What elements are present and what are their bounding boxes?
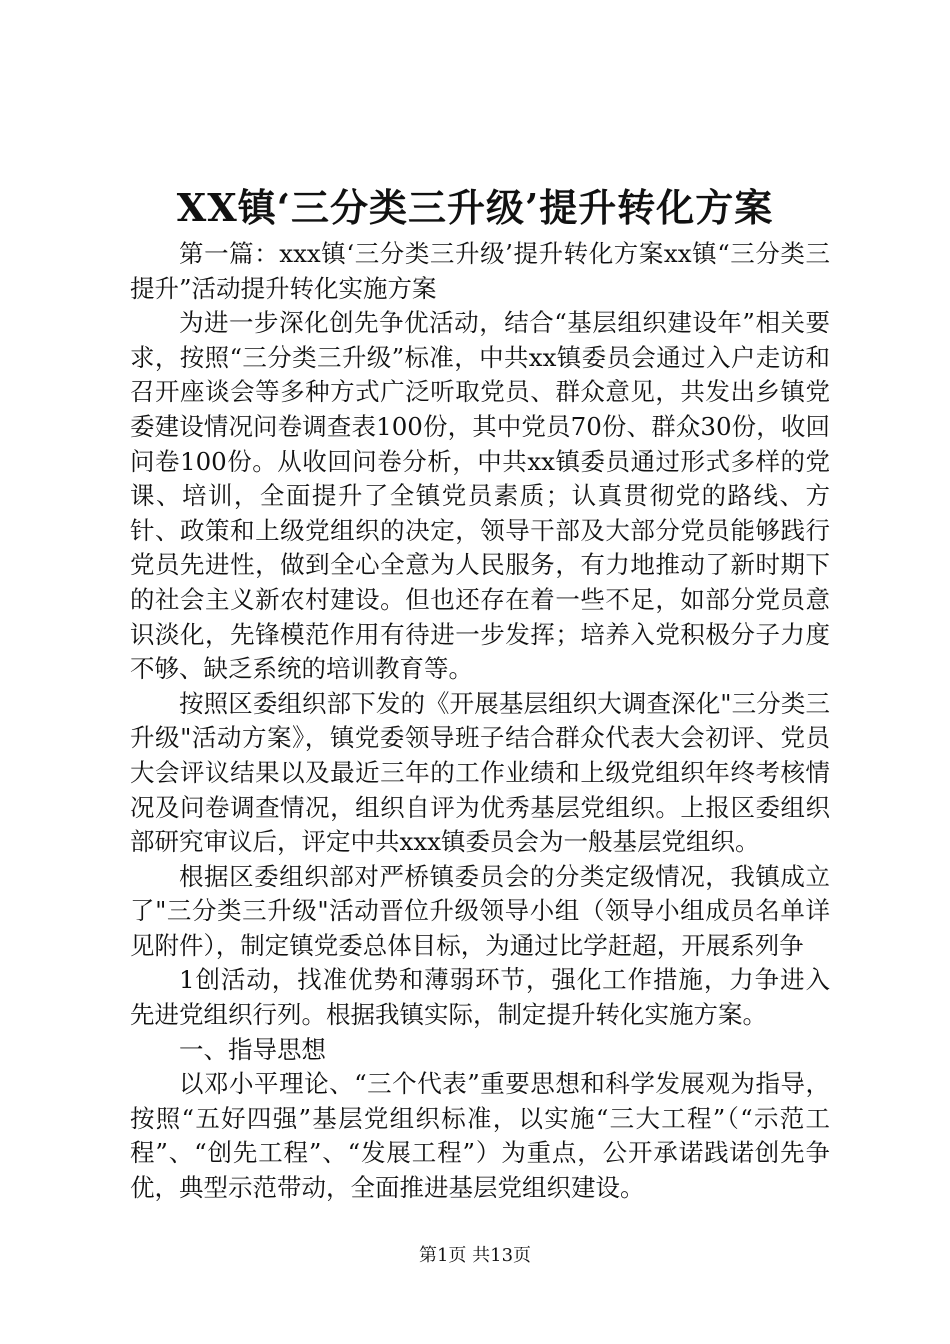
paragraph-guiding-ideology: 以邓小平理论、“三个代表”重要思想和科学发展观为指导，按照“五好四强”基层党组织标准，以实施“三大工程”（“示范工程”、“创先工程”、“发展工程”）为重点，公开承诺践诺创先争优，典型示范带动，全面推进基层党组织建设。	[130, 1069, 830, 1203]
document-body	[130, 237, 830, 1206]
page-number-footer: 第1页 共13页	[418, 1245, 532, 1266]
section-heading-guiding-ideology: 一、指导思想	[179, 1034, 326, 1064]
document-title: XX镇‘三分类三升级’提升转化方案	[176, 185, 774, 230]
paragraph-evaluation: 按照区委组织部下发的《开展基层组织大调查深化"三分类三升级"活动方案》，镇党委领导班子结合群众代表大会初评、党员大会评议结果以及最近三年的工作业绩和上级党组织年终考核情况及问卷调查情况，组织自评为优秀基层党组织。上报区委组织部研究审议后，评定中共xxx镇委员会为一般基层党组织。	[130, 688, 830, 857]
paragraph-plan-intro: 1创活动，找准优势和薄弱环节，强化工作措施，力争进入先进党组织行列。根据我镇实际，制定提升转化实施方案。	[130, 965, 830, 1030]
paragraph-background: 为进一步深化创先争优活动，结合“基层组织建设年”相关要求，按照“三分类三升级”标准，中共xx镇委员会通过入户走访和召开座谈会等多种方式广泛听取党员、群众意见，共发出乡镇党委建设情况问卷调查表100份，其中党员70份、群众30份，收回问卷100份。从收回问卷分析，中共xx镇委员通过形式多样的党课、培训，全面提升了全镇党员素质；认真贯彻党的路线、方针、政策和上级党组织的决定，领导干部及大部分党员能够践行党员先进性，做到全心全意为人民服务，有力地推动了新时期下的社会主义新农村建设。但也还存在着一些不足，如部分党员意识淡化，先锋模范作用有待进一步发挥；培养入党积极分子力度不够、缺乏系统的培训教育等。	[130, 308, 830, 684]
paragraph-leadership-group: 根据区委组织部对严桥镇委员会的分类定级情况，我镇成立了"三分类三升级"活动晋位升级领导小组（领导小组成员名单详见附件），制定镇党委总体目标，为通过比学赶超，开展系列争	[130, 861, 830, 960]
paragraph-chapter-heading: 第一篇：xxx镇‘三分类三升级’提升转化方案xx镇“三分类三提升”活动提升转化实施方案	[130, 239, 830, 303]
